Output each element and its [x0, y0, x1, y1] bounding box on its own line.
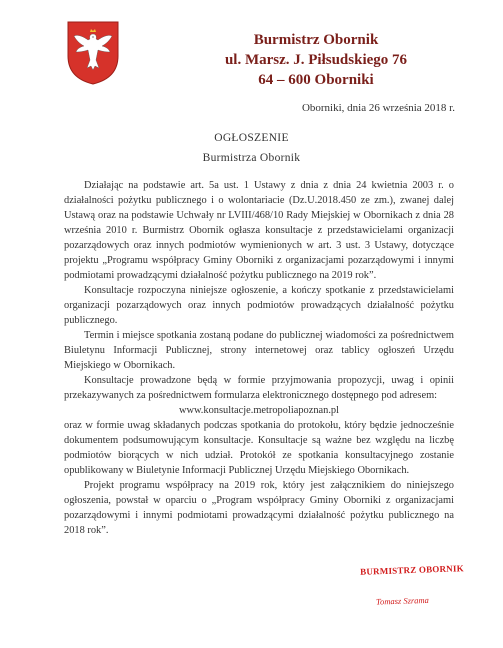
paragraph-3: Termin i miejsce spotkania zostaną podane do publicznej wiadomości za pośrednictwem Biuletynu Informacji Publicznej, strony internetowej oraz tablicy ogłoszeń Urzędu Miejskiego w Obornikach. [64, 330, 454, 371]
document-date: Oborniki, dnia 26 września 2018 r. [301, 102, 455, 114]
header-title: Burmistrz Obornik [253, 32, 379, 48]
document-title: OGŁOSZENIE [214, 132, 289, 144]
header-postal: 64 – 600 Oborniki [258, 72, 374, 88]
paragraph-after-url: oraz w formie uwag składanych podczas spotkania do protokołu, który będzie jednocześnie dokumentem podsumowującym konsultacje. Konsultacje są ważne bez względu na liczbę podmiotów biorących w nich udział. Protokół ze spotkania konsultacyjnego zostanie opublikowany w Biuletynie Informacji Publicznej Urzędu Miejskiego Obornikach. [64, 420, 454, 476]
signature: Tomasz Szrama [375, 594, 430, 607]
announcement-body [64, 178, 454, 538]
issuer-header [196, 30, 436, 90]
paragraph-2: Konsultacje rozpoczyna niniejsze ogłoszenie, a kończy spotkanie z przedstawicielami organizacji pozarządowych oraz innych podmiotów prowadzących działalność pożytku publicznego. [64, 285, 454, 326]
stamp-text: BURMISTRZ OBORNIK [360, 563, 464, 577]
paragraph-4: Konsultacje prowadzone będą w formie przyjmowania propozycji, uwag i opinii przekazywanych za pośrednictwem formularza elektronicznego dostępnego pod adresem: [64, 375, 454, 401]
paragraph-final: Projekt programu współpracy na 2019 rok, który jest załącznikiem do niniejszego ogłoszenia, powstał w oparciu o „Program współpracy Gminy Oborniki z organizacjami pozarządowymi i innymi podmiotami prowadzącymi działalność pożytku publicznego na 2018 rok”. [64, 480, 454, 536]
consultation-url: www.konsultacje.metropoliapoznan.pl [178, 405, 340, 416]
coat-of-arms-crest [66, 20, 120, 86]
header-address: ul. Marsz. J. Piłsudskiego 76 [224, 52, 408, 68]
official-stamp [352, 565, 472, 605]
paragraph-1: Działając na podstawie art. 5a ust. 1 Ustawy z dnia z dnia 24 kwietnia 2003 r. o działalności pożytku publicznego i o wolontariacie (Dz.U.2018.450 ze zm.), zwanej dalej Ustawą oraz na podstawie Uchwały nr LVIII/468/10 Rady Miejskiej w Obornikach z dnia 28 września 2010 r. Burmistrz Obornik ogłasza konsultacje z przedstawicielami organizacji pozarządowych oraz innych podmiotów wymienionych w art. 3 ust. 3 Ustawy, dotyczące projektu „Programu współpracy Gminy Oborniki z organizacjami pozarządowymi i innymi podmiotami prowadzącymi działalność pożytku publicznego na 2019 rok”. [64, 180, 454, 281]
document-subtitle: Burmistrza Obornik [202, 152, 301, 164]
